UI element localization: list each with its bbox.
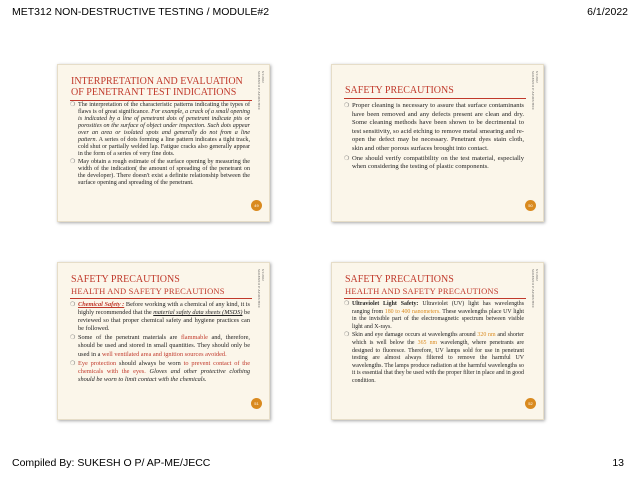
slide-safety-precautions (331, 64, 544, 222)
bullet-item: ❍ Chemical Safety : Before working with a chemical of any kind, it is highly recommended that the material safety data sheets (MSDS) be reviewed so that proper chemical safety and hygiene practices can be followed. (70, 301, 251, 333)
slide-health-safety (57, 262, 270, 420)
slide-page-number: 49 (251, 200, 262, 211)
bullet-icon: ❍ (344, 301, 350, 307)
title-divider (344, 298, 526, 299)
slide-body (344, 301, 524, 387)
slide-subtitle: HEALTH AND SAFETY PRECAUTIONS (345, 286, 499, 296)
document-footer-credit: Compiled By: SUKESH O P/ AP-ME/JECC (12, 457, 211, 469)
document-header-date: 6/1/2022 (587, 6, 628, 18)
slide-uv-safety (331, 262, 544, 420)
bullet-item: ❍ One should verify compatibility on the test material, especially when considering the testing of plastic components. (344, 154, 524, 171)
slide-title: INTERPRETATION AND EVALUATION OF PENETRANT TEST INDICATIONS (71, 76, 243, 98)
bullet-icon: ❍ (344, 332, 350, 339)
bullet-icon: ❍ (70, 102, 76, 108)
document-header-title: MET312 NON-DESTRUCTIVE TESTING / MODULE#2 (12, 6, 270, 18)
slide-title: SAFETY PRECAUTIONS (345, 85, 454, 96)
bullet-item: ❍ Proper cleaning is necessary to assure that surface contaminants have been removed and any defects present are clean and dry. Some cleaning methods have been shown to be decrimental to test sensitivity, so acid etching to remove metal smearing and re-open the defect may be necessary. Penetrant dyes stain cloth, skin and other porous surfaces brought into contact. (344, 102, 524, 152)
bullet-icon: ❍ (70, 159, 76, 165)
title-divider (70, 298, 252, 299)
bullet-item: ❍ The interpretation of the characteristic patterns indicating the types of flaws is of great significance. For example, a crack of a small opening is indicated by a line of penetrant dots of penetrant indicate pits or porosities on the surface of object under inspection. Such dots appear over an area or isolated spots and generally do not from a line pattern. A series of dots forming a line pattern indicates a tight track, cold shut or partially welded lap. Fatigue cracks also generally appear in the form of a series of very fine dots. (70, 102, 251, 157)
bullet-icon: ❍ (344, 103, 350, 109)
slide-subtitle: HEALTH AND SAFETY PRECAUTIONS (71, 286, 225, 296)
slide-page-number: 52 (525, 398, 536, 409)
title-divider (70, 100, 252, 101)
bullet-item: ❍ Some of the penetrant materials are flammable and, therefore, should be used and stored in small quantities. They should only be used in a well ventilated area and ignition sources avoided. (70, 334, 250, 358)
slide-side-text: 6/1/2022 SUKESH O P/ AP-ME/JECC (531, 71, 539, 111)
bullet-item: ❍ Skin and eye damage occurs at wavelengths around 320 nm and shorter which is well below the 365 nm wavelength, where penetrants are designed to fluoresce. Therefore, UV lamps sold for use in penetrant testing are almost always filtered to remove the harmful UV wavelengths. The lamps produce radiation at the harmful wavelengths so it is essential that they be used with the proper filter in place and in good condition. (344, 332, 524, 384)
slide-body (344, 102, 524, 173)
title-divider (344, 98, 526, 99)
bullet-icon: ❍ (70, 335, 76, 342)
bullet-item: ❍ Eye protection should always be worn to prevent contact of the chemicals with the eyes. Gloves and other protective clothing should be worn to limit contact with the chemicals. (70, 359, 250, 383)
slide-page-number: 51 (251, 398, 262, 409)
slide-interpretation (57, 64, 270, 222)
slide-body (70, 301, 250, 385)
slide-title: SAFETY PRECAUTIONS HEALTH AND SAFETY PRECAUTIONS (345, 274, 525, 296)
slide-body (70, 102, 250, 188)
bullet-icon: ❍ (70, 302, 76, 308)
bullet-icon: ❍ (70, 360, 76, 367)
bullet-item: ❍ Ultraviolet Light Safety: Ultraviolet (UV) light has wavelengths ranging from 180 to 400 nanometers. These wavelengths place UV light in the invisible part of the electromagnetic spectrum between visible light and X-rays. (344, 301, 525, 330)
slide-page-number: 50 (525, 200, 536, 211)
bullet-icon: ❍ (344, 155, 350, 162)
slide-title: SAFETY PRECAUTIONS HEALTH AND SAFETY PRECAUTIONS (71, 274, 251, 296)
slide-side-text: 6/1/2022 SUKESH O P/ AP-ME/JECC (257, 269, 265, 309)
slide-side-text: 6/1/2022 SUKESH O P/ AP-ME/JECC (531, 269, 539, 309)
bullet-item: ❍ May obtain a rough estimate of the surface opening by measuring the width of the indication( the amount of spreading of the penetrant on the developer). There doesn't exist a definite relationship between the surface opening and spreading of the penetrant. (70, 159, 250, 186)
slide-side-text: 6/1/2022 SUKESH O P/ AP-ME/JECC (257, 71, 265, 111)
document-page-number: 13 (612, 457, 624, 469)
